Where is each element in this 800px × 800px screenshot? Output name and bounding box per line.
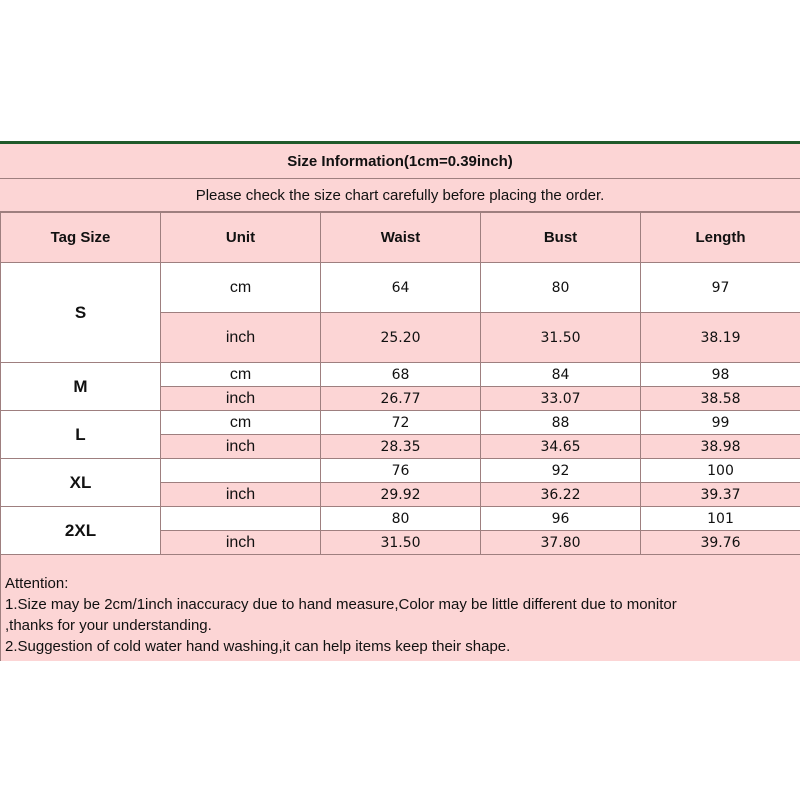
table-row: [1, 363, 800, 387]
attention-line: 2.Suggestion of cold water hand washing,it can help items keep their shape.: [5, 638, 511, 655]
unit-cell: cm: [161, 411, 321, 435]
unit-cell: inch: [161, 387, 321, 411]
tag-size-cell: L: [1, 411, 161, 459]
header-tag-size: Tag Size: [1, 213, 161, 263]
length-cell: 38.19: [641, 313, 800, 363]
tag-size-cell: M: [1, 363, 161, 411]
table-row: [1, 507, 800, 531]
waist-cell: 31.50: [321, 531, 481, 555]
length-cell: 98: [641, 363, 800, 387]
bust-cell: 34.65: [481, 435, 641, 459]
waist-cell: 29.92: [321, 483, 481, 507]
waist-cell: 80: [321, 507, 481, 531]
tag-size-cell: 2XL: [1, 507, 161, 555]
bust-cell: 88: [481, 411, 641, 435]
length-cell: 38.58: [641, 387, 800, 411]
unit-cell: [161, 507, 321, 531]
length-cell: 39.76: [641, 531, 800, 555]
bust-cell: 33.07: [481, 387, 641, 411]
waist-cell: 28.35: [321, 435, 481, 459]
waist-cell: 72: [321, 411, 481, 435]
unit-cell: inch: [161, 313, 321, 363]
table-header-row: [1, 213, 800, 263]
length-cell: 100: [641, 459, 800, 483]
bust-cell: 96: [481, 507, 641, 531]
table-row: [1, 411, 800, 435]
bust-cell: 31.50: [481, 313, 641, 363]
attention-line: ,thanks for your understanding.: [5, 617, 212, 634]
length-cell: 99: [641, 411, 800, 435]
unit-cell: cm: [161, 363, 321, 387]
length-cell: 97: [641, 263, 800, 313]
bust-cell: 84: [481, 363, 641, 387]
bust-cell: 36.22: [481, 483, 641, 507]
bust-cell: 37.80: [481, 531, 641, 555]
unit-cell: inch: [161, 435, 321, 459]
header-waist: Waist: [321, 213, 481, 263]
attention-heading: Attention:: [5, 575, 69, 592]
unit-cell: inch: [161, 531, 321, 555]
waist-cell: 68: [321, 363, 481, 387]
attention-line: 1.Size may be 2cm/1inch inaccuracy due to hand measure,Color may be little different due to monitor: [5, 596, 677, 613]
table-row: [1, 263, 800, 313]
length-cell: 38.98: [641, 435, 800, 459]
length-cell: 39.37: [641, 483, 800, 507]
unit-cell: inch: [161, 483, 321, 507]
bust-cell: 92: [481, 459, 641, 483]
waist-cell: 64: [321, 263, 481, 313]
unit-cell: cm: [161, 263, 321, 313]
tag-size-cell: S: [1, 263, 161, 363]
header-unit: Unit: [161, 213, 321, 263]
size-table: [0, 212, 800, 555]
size-chart: [0, 141, 800, 658]
unit-cell: [161, 459, 321, 483]
waist-cell: 25.20: [321, 313, 481, 363]
attention-notes: [0, 555, 800, 661]
header-length: Length: [641, 213, 800, 263]
table-row: [1, 459, 800, 483]
header-bust: Bust: [481, 213, 641, 263]
tag-size-cell: XL: [1, 459, 161, 507]
chart-note: Please check the size chart carefully before placing the order.: [0, 179, 800, 212]
bust-cell: 80: [481, 263, 641, 313]
waist-cell: 76: [321, 459, 481, 483]
waist-cell: 26.77: [321, 387, 481, 411]
length-cell: 101: [641, 507, 800, 531]
chart-title: Size Information(1cm=0.39inch): [0, 144, 800, 179]
